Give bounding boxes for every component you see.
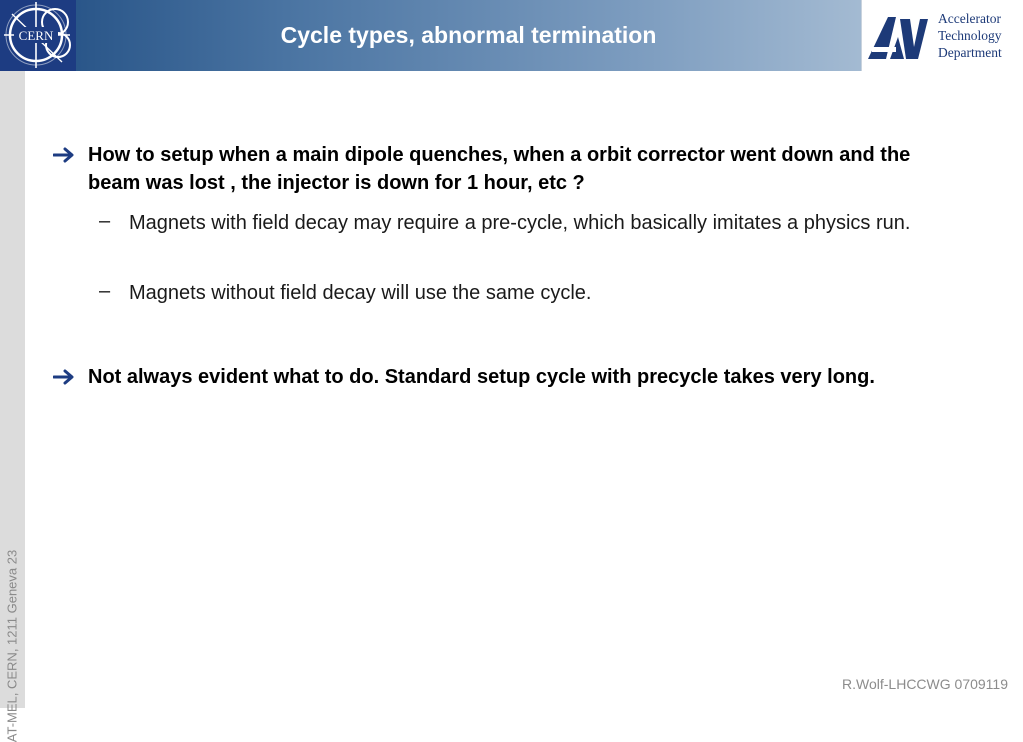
footer-text: R.Wolf-LHCCWG 0709119 — [842, 676, 1008, 692]
cern-logo-text: CERN — [18, 28, 54, 43]
dash-2: – — [99, 280, 111, 302]
sub-item-2: Magnets without field decay will use the same cycle. — [129, 282, 592, 304]
header-bar — [0, 0, 1023, 71]
department-line3: Department — [938, 45, 1002, 60]
cern-logo — [0, 0, 76, 71]
bullet-item-1: How to setup when a main dipole quenches, when a orbit corrector went down and the beam was lost , the injector is down for 1 hour, etc ? — [88, 144, 911, 194]
department-logo — [861, 0, 1023, 71]
department-name — [938, 10, 1002, 61]
right-arrow-icon — [53, 369, 75, 385]
sidebar-address: AT-MEL, CERN, 1211 Geneva 23 — [4, 549, 20, 742]
department-line2: Technology — [938, 28, 1002, 43]
page-title: Cycle types, abnormal termination — [280, 22, 657, 48]
dash-1: – — [99, 210, 111, 232]
sidebar-strip — [0, 71, 25, 742]
department-line1: Accelerator — [938, 11, 1001, 26]
bullet-item-2: Not always evident what to do. Standard setup cycle with precycle takes very long. — [88, 366, 875, 388]
at-logo-mark — [868, 9, 930, 63]
sub-item-1: Magnets with field decay may require a pre-cycle, which basically imitates a physics run. — [129, 212, 911, 234]
right-arrow-icon — [53, 147, 75, 163]
